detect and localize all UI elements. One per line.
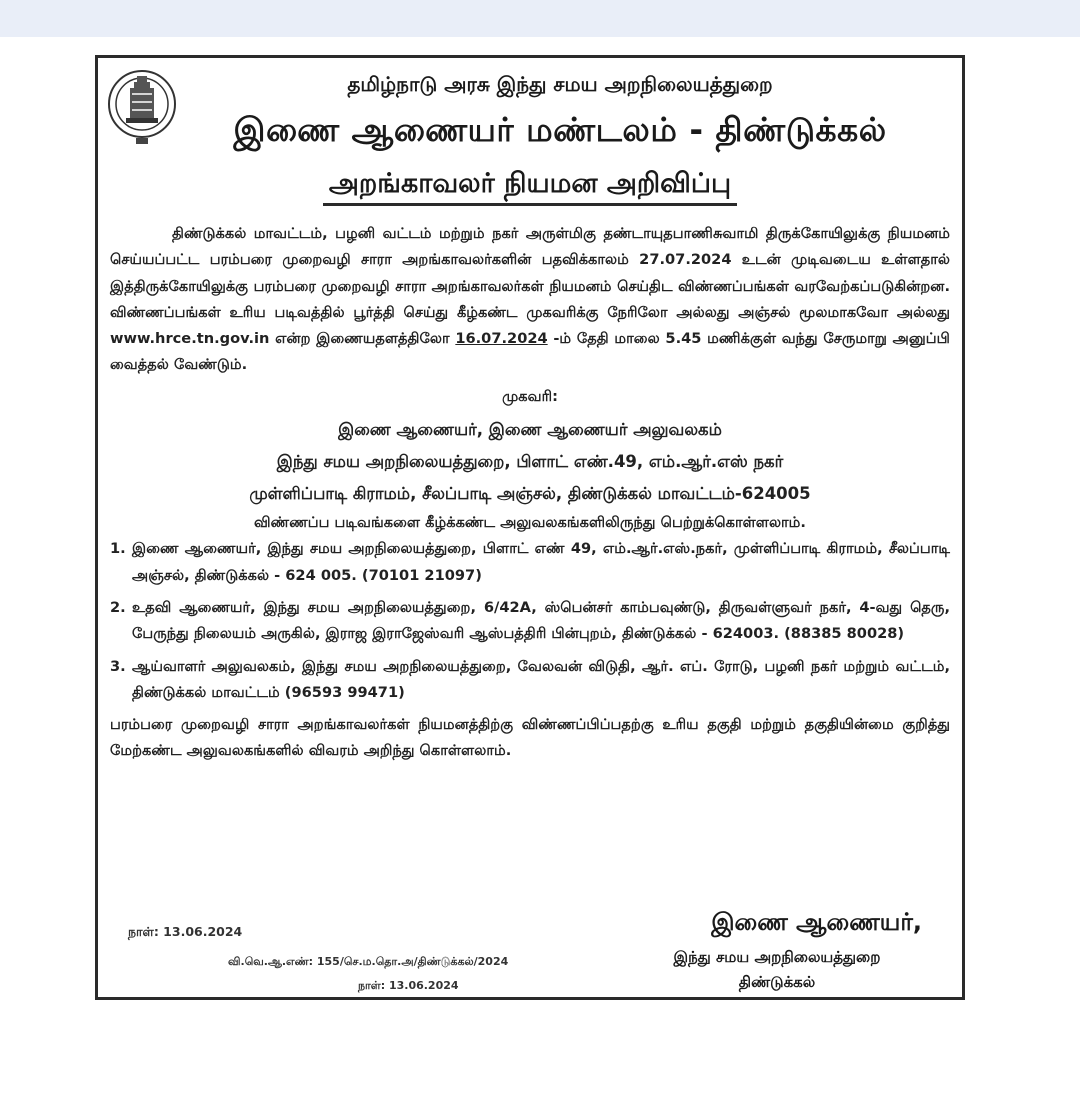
office-title: இணை ஆணையர் மண்டலம் - திண்டுக்கல் [233,110,887,149]
office-list-item [110,595,950,648]
reference-number: வி.வெ.ஆ.எண்: 155/செ.ம.தொ.அ/திண்டுக்கல்/2024 [228,955,509,968]
address-line: இந்து சமய அறநிலையத்துறை, பிளாட் எண்.49, எம்.ஆர்.எஸ் நகர் [276,452,784,472]
main-paragraph-part2: -ம் தேதி மாலை 5.45 மணிக்குள் வந்து சேருமாறு அனுப்பி வைத்தல் வேண்டும். [110,330,950,374]
main-paragraph-part1: திண்டுக்கல் மாவட்டம், பழனி வட்டம் மற்றும் நகர் அருள்மிகு தண்டாயுதபாணிசுவாமி திருக்கோயிலுக்கு நியமனம் செய்யப்பட்ட பரம்பரை முறைவழி சாரா அறங்காவலர்களின் பதவிக்காலம் 27.07.2024 உடன் முடிவடைய உள்ளதால் இத்திருக்கோயிலுக்கு பரம்பரை முறைவழி சாரா அறங்காவலர்கள் நியமனம் செய்திட விண்ணப்பங்கள் வரவேற்கப்படுகின்றன. விண்ணப்பங்கள் உரிய படிவத்தில் பூர்த்தி செய்து கீழ்கண்ட முகவரிக்கு நேரிலோ அல்லது அஞ்சல் மூலமாகவோ அல்லது www.hrce.tn.gov.in என்ற இணையதளத்திலோ [110,225,950,348]
office-list-item [110,536,950,589]
office-text: இணை ஆணையர், இந்து சமய அறநிலையத்துறை, பிளாட் எண் 49, எம்.ஆர்.எஸ்.நகர், முள்ளிப்பாடி கிராமம், சீலப்பாடி அஞ்சல், திண்டுக்கல் - 624 005. (70101 21097) [132,540,950,584]
notice-body [110,221,950,765]
top-bar [0,0,1080,37]
reference-date: நாள்: 13.06.2024 [358,979,459,992]
office-number: 2. [110,598,126,616]
notice-title-text: அறங்காவலர் நியமன அறிவிப்பு [323,168,737,206]
office-list-item [110,654,950,707]
closing-paragraph: பரம்பரை முறைவழி சாரா அறங்காவலர்கள் நியமனத்திற்கு விண்ணப்பிப்பதற்கு உரிய தகுதி மற்றும் தகுதியின்மை குறித்து மேற்கண்ட அலுவலகங்களில் விவரம் அறிந்து கொள்ளலாம். [110,716,950,760]
forms-line: விண்ணப்ப படிவங்களை கீழ்க்கண்ட அலுவலகங்களிலிருந்து பெற்றுக்கொள்ளலாம். [254,514,806,532]
office-number: 3. [110,657,126,675]
office-text: உதவி ஆணையர், இந்து சமய அறநிலையத்துறை, 6/42A, ஸ்பென்சர் காம்பவுண்டு, திருவள்ளுவர் நகர், 4-வது தெரு, பேருந்து நிலையம் அருகில், இராஜ இராஜேஸ்வரி ஆஸ்பத்திரி பின்புறம், திண்டுக்கல் - 624003. (88385 80028) [132,598,950,643]
deadline-date: 16.07.2024 [455,330,548,348]
main-paragraph [110,221,950,379]
address-block [110,414,950,510]
department-line: தமிழ்நாடு அரசு இந்து சமய அறநிலையத்துறை [347,72,773,96]
notice-date: நாள்: 13.06.2024 [128,924,243,939]
signatory-place: திண்டுக்கல் [738,973,816,991]
notice-title [98,168,962,203]
address-line: இணை ஆணையர், இணை ஆணையர் அலுவலகம் [338,420,722,440]
newspaper-notice [95,55,965,1000]
address-line: முள்ளிப்பாடி கிராமம், சீலப்பாடி அஞ்சல், திண்டுக்கல் மாவட்டம்-624005 [249,484,811,504]
signatory-department: இந்து சமய அறநிலையத்துறை [673,948,881,966]
office-number: 1. [110,540,126,558]
address-label: முகவரி: [502,387,558,405]
signatory-title: இணை ஆணையர், [711,908,922,936]
office-text: ஆய்வாளர் அலுவலகம், இந்து சமய அறநிலையத்துறை, வேலவன் விடுதி, ஆர். எப். ரோடு, பழனி நகர் மற்றும் வட்டம், திண்டுக்கல் மாவட்டம் (96593 99471) [132,657,950,701]
